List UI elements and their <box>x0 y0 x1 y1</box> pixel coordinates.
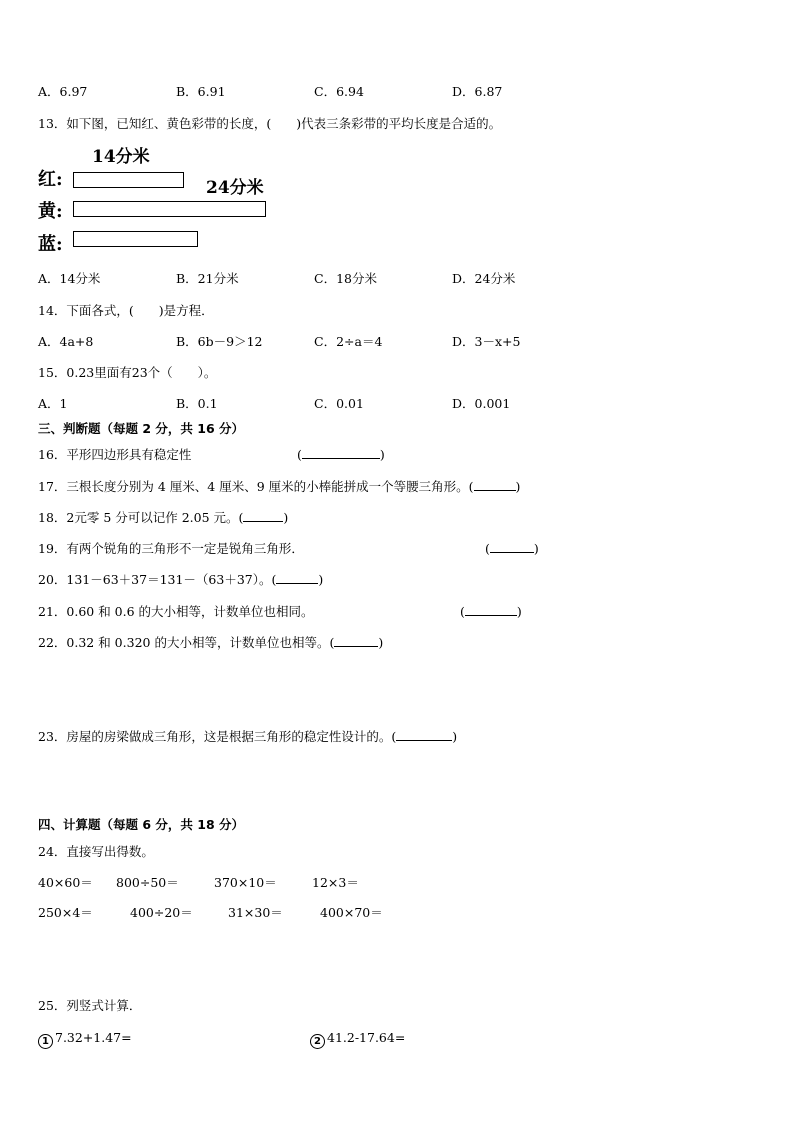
q24-item: 800÷50＝ <box>116 875 179 890</box>
q16-answer-blank[interactable]: ( ) <box>297 447 385 462</box>
blank-line <box>302 447 380 459</box>
q14-stem: 14．下面各式，( )是方程． <box>38 303 214 318</box>
q12-option-c: C．6.94 <box>314 84 364 99</box>
q15-option-b: B．0.1 <box>176 396 218 411</box>
q14-option-b: B．6b－9＞12 <box>176 334 263 349</box>
q13-option-d: D．24分米 <box>452 271 516 286</box>
q15-option-d: D．0.001 <box>452 396 511 411</box>
q13-option-b: B．21分米 <box>176 271 239 286</box>
q24-item: 12×3＝ <box>312 875 359 890</box>
q17-answer-blank[interactable] <box>474 479 516 491</box>
q20-text: 20．131－63＋37＝131－（63＋37）。( ) <box>38 572 324 587</box>
q17-text: 17．三根长度分别为 4 厘米、4 厘米、9 厘米的小棒能拼成一个等腰三角形。( ) <box>38 479 521 494</box>
q13-stem: 13．如下图，已知红、黄色彩带的长度，( )代表三条彩带的平均长度是合适的。 <box>38 116 502 131</box>
q23-text: 23．房屋的房梁做成三角形，这是根据三角形的稳定性设计的。( ) <box>38 729 458 744</box>
q12-option-a: A．6.97 <box>38 84 88 99</box>
q21-answer-blank[interactable]: ( ) <box>460 604 522 619</box>
yellow-label: 黄: <box>38 201 63 222</box>
q18-text: 18．2元零 5 分可以记作 2.05 元。( ) <box>38 510 289 525</box>
q13-option-c: C．18分米 <box>314 271 377 286</box>
q19-text: 19．有两个锐角的三角形不一定是锐角三角形． <box>38 541 304 556</box>
q20-answer-blank[interactable] <box>276 572 318 584</box>
q24-item: 250×4＝ <box>38 905 93 920</box>
yellow-length-label: 24分米 <box>206 178 264 198</box>
blue-label: 蓝: <box>38 234 63 255</box>
q24-item: 31×30＝ <box>228 905 283 920</box>
q25-item-1: 1 7.32+1.47= <box>38 1030 132 1049</box>
q14-option-a: A．4a+8 <box>38 334 94 349</box>
q15-option-c: C．0.01 <box>314 396 364 411</box>
q25-item-2: 2 41.2-17.64= <box>310 1030 405 1049</box>
red-label: 红: <box>38 169 63 190</box>
section-3-heading: 三、判断题（每题 2 分，共 16 分） <box>38 421 245 436</box>
q15-option-a: A．1 <box>38 396 68 411</box>
q14-option-c: C．2÷a＝4 <box>314 334 383 349</box>
q21-text: 21．0.60 和 0.6 的大小相等，计数单位也相同。 <box>38 604 314 619</box>
q23-answer-blank[interactable] <box>396 729 452 741</box>
q24-item: 400×70＝ <box>320 905 383 920</box>
blank-line <box>465 604 517 616</box>
q12-option-d: D．6.87 <box>452 84 503 99</box>
q16-text: 16．平形四边形具有稳定性 <box>38 447 192 462</box>
q22-text: 22．0.32 和 0.320 的大小相等，计数单位也相等。( ) <box>38 635 384 650</box>
q24-stem: 24．直接写出得数。 <box>38 844 154 859</box>
q19-answer-blank[interactable]: ( ) <box>485 541 539 556</box>
blue-ribbon-bar <box>73 231 198 247</box>
q18-answer-blank[interactable] <box>243 510 283 522</box>
blank-line <box>490 541 534 553</box>
q13-option-a: A．14分米 <box>38 271 101 286</box>
q24-item: 370×10＝ <box>214 875 277 890</box>
q25-stem: 25．列竖式计算． <box>38 998 142 1013</box>
q24-item: 400÷20＝ <box>130 905 193 920</box>
red-length-label: 14分米 <box>92 147 150 167</box>
q22-answer-blank[interactable] <box>334 635 378 647</box>
circled-number-2: 2 <box>310 1034 325 1049</box>
q14-option-d: D．3－x+5 <box>452 334 521 349</box>
q15-stem: 15．0.23里面有23个（ ）。 <box>38 365 217 380</box>
yellow-ribbon-bar <box>73 201 266 217</box>
q24-item: 40×60＝ <box>38 875 93 890</box>
circled-number-1: 1 <box>38 1034 53 1049</box>
section-4-heading: 四、计算题（每题 6 分，共 18 分） <box>38 817 245 832</box>
q12-option-b: B．6.91 <box>176 84 226 99</box>
red-ribbon-bar <box>73 172 184 188</box>
